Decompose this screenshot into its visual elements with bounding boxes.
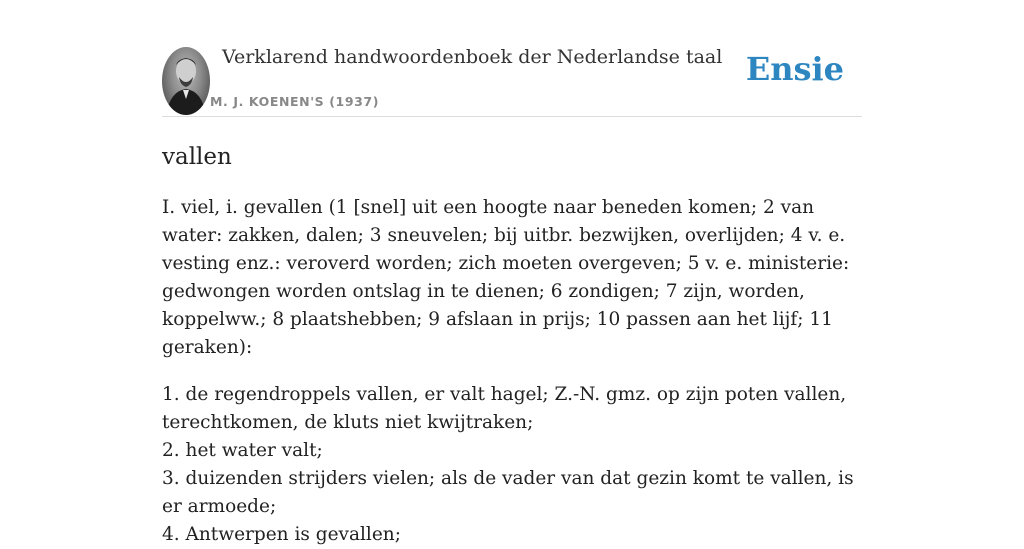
example-item: 3. duizenden strijders vielen; als de vader van dat gezin komt te vallen, is er armoede;	[162, 468, 854, 517]
author-portrait	[162, 47, 210, 115]
headword: vallen	[162, 144, 232, 170]
example-item: 2. het water valt;	[162, 440, 323, 461]
example-list	[162, 381, 862, 549]
ensie-logo-link[interactable]: Ensie	[745, 50, 844, 88]
header	[162, 0, 862, 117]
page	[162, 0, 862, 549]
example-item: 1. de regendroppels vallen, er valt hagel; Z.-N. gmz. op zijn poten vallen, terechtkomen, de kluts niet kwijtraken;	[162, 384, 847, 433]
definition-text: I. viel, i. gevallen (1 [snel] uit een hoogte naar beneden komen; 2 van water: zakken, dalen; 3 sneuvelen; bij uitbr. bezwijken, overlijden; 4 v. e. vesting enz.: veroverd worden; zich moeten overgeven; 5 v. e. ministerie: gedwongen worden ontslag in te dienen; 6 zondigen; 7 zijn, worden, koppelww.; 8 plaatshebben; 9 afslaan in prijs; 10 passen aan het lijf; 11 geraken):	[162, 197, 850, 358]
example-item: 4. Antwerpen is gevallen;	[162, 524, 401, 545]
author-label: M. J. KOENEN'S (1937)	[210, 94, 380, 109]
book-title[interactable]: Verklarend handwoordenboek der Nederlandse taal	[222, 46, 723, 68]
